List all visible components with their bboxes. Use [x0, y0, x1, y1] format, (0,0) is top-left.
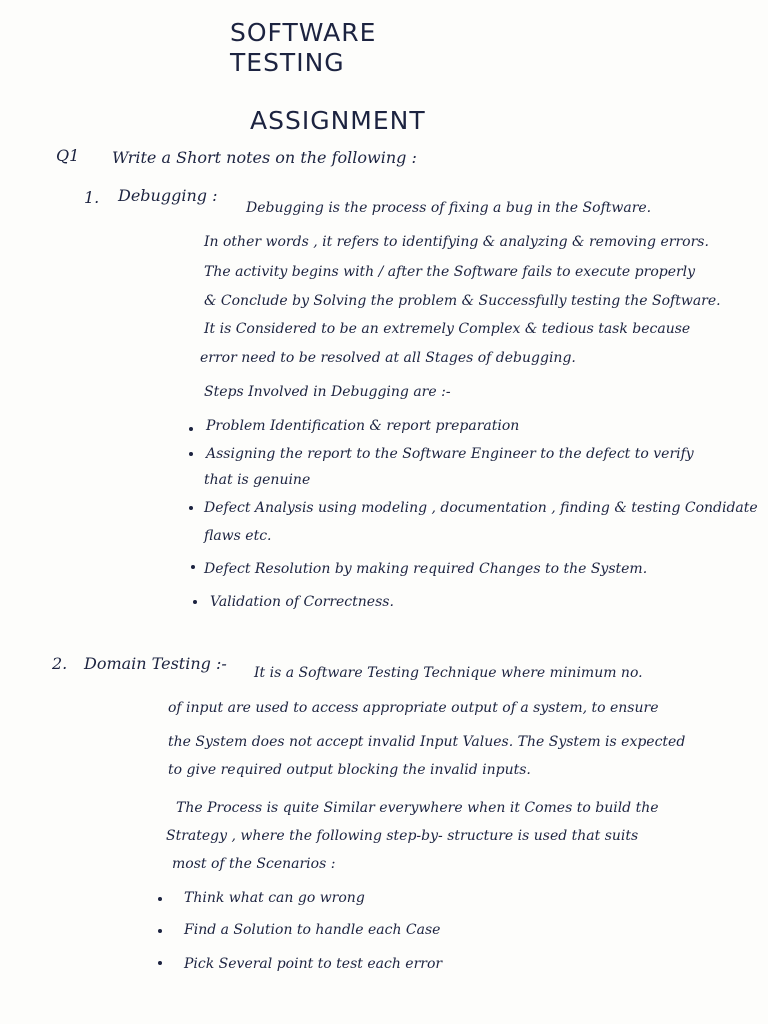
- section-1-line-6: error need to be resolved at all Stages of debugging.: [200, 350, 576, 366]
- section-2-para2-line-3: most of the Scenarios :: [172, 856, 336, 872]
- section-2-line-3: the System does not accept invalid Input Values. The System is expected: [168, 734, 686, 750]
- bullet-dot: [191, 565, 195, 569]
- bullet-dot: [189, 427, 193, 431]
- step-5: Validation of Correctness.: [210, 594, 394, 610]
- bullet-dot: [193, 600, 197, 604]
- scenario-bullet-2: Find a Solution to handle each Case: [184, 922, 441, 938]
- title-block: [228, 18, 488, 136]
- section-2-line-4: to give required output blocking the invalid inputs.: [168, 762, 531, 778]
- steps-heading: Steps Involved in Debugging are :-: [204, 384, 451, 400]
- section-2-para2-line-2: Strategy , where the following step-by- structure is used that suits: [166, 828, 639, 844]
- bullet-dot: [158, 897, 162, 901]
- question-label: Q1: [56, 146, 80, 165]
- page-subtitle: ASSIGNMENT: [250, 106, 426, 135]
- scenario-bullet-1: Think what can go wrong: [184, 890, 365, 906]
- section-1-line-5: It is Considered to be an extremely Complex & tedious task because: [204, 321, 691, 337]
- section-2-number: 2.: [52, 654, 68, 673]
- step-2-line-2: that is genuine: [204, 472, 311, 488]
- section-2-line-2: of input are used to access appropriate output of a system, to ensure: [168, 700, 659, 716]
- step-3-line-1: Defect Analysis using modeling , documentation , finding & testing Condidate: [204, 500, 758, 516]
- section-1-line-1: Debugging is the process of fixing a bug in the Software.: [246, 200, 652, 216]
- section-2-line-1: It is a Software Testing Technique where minimum no.: [254, 665, 643, 681]
- step-4: Defect Resolution by making required Changes to the System.: [204, 561, 648, 577]
- page-title: SOFTWARE TESTING: [230, 18, 377, 77]
- bullet-dot: [158, 929, 162, 933]
- section-1-heading: Debugging :: [118, 186, 218, 205]
- step-3-line-2: flaws etc.: [204, 528, 272, 544]
- section-2-para2-line-1: The Process is quite Similar everywhere when it Comes to build the: [176, 800, 659, 816]
- section-2-heading: Domain Testing :-: [84, 654, 227, 673]
- bullet-dot: [158, 961, 162, 965]
- bullet-dot: [189, 506, 193, 510]
- step-2-line-1: Assigning the report to the Software Engineer to the defect to verify: [206, 446, 694, 462]
- section-1-line-3: The activity begins with / after the Software fails to execute properly: [204, 264, 696, 280]
- section-1-line-4: & Conclude by Solving the problem & Successfully testing the Software.: [204, 293, 721, 309]
- bullet-dot: [189, 452, 193, 456]
- scenario-bullet-3: Pick Several point to test each error: [184, 956, 443, 972]
- section-1-number: 1.: [84, 188, 100, 207]
- section-1-line-2: In other words , it refers to identifying & analyzing & removing errors.: [204, 234, 709, 250]
- step-1: Problem Identification & report preparation: [206, 418, 520, 434]
- question-text: Write a Short notes on the following :: [112, 148, 417, 167]
